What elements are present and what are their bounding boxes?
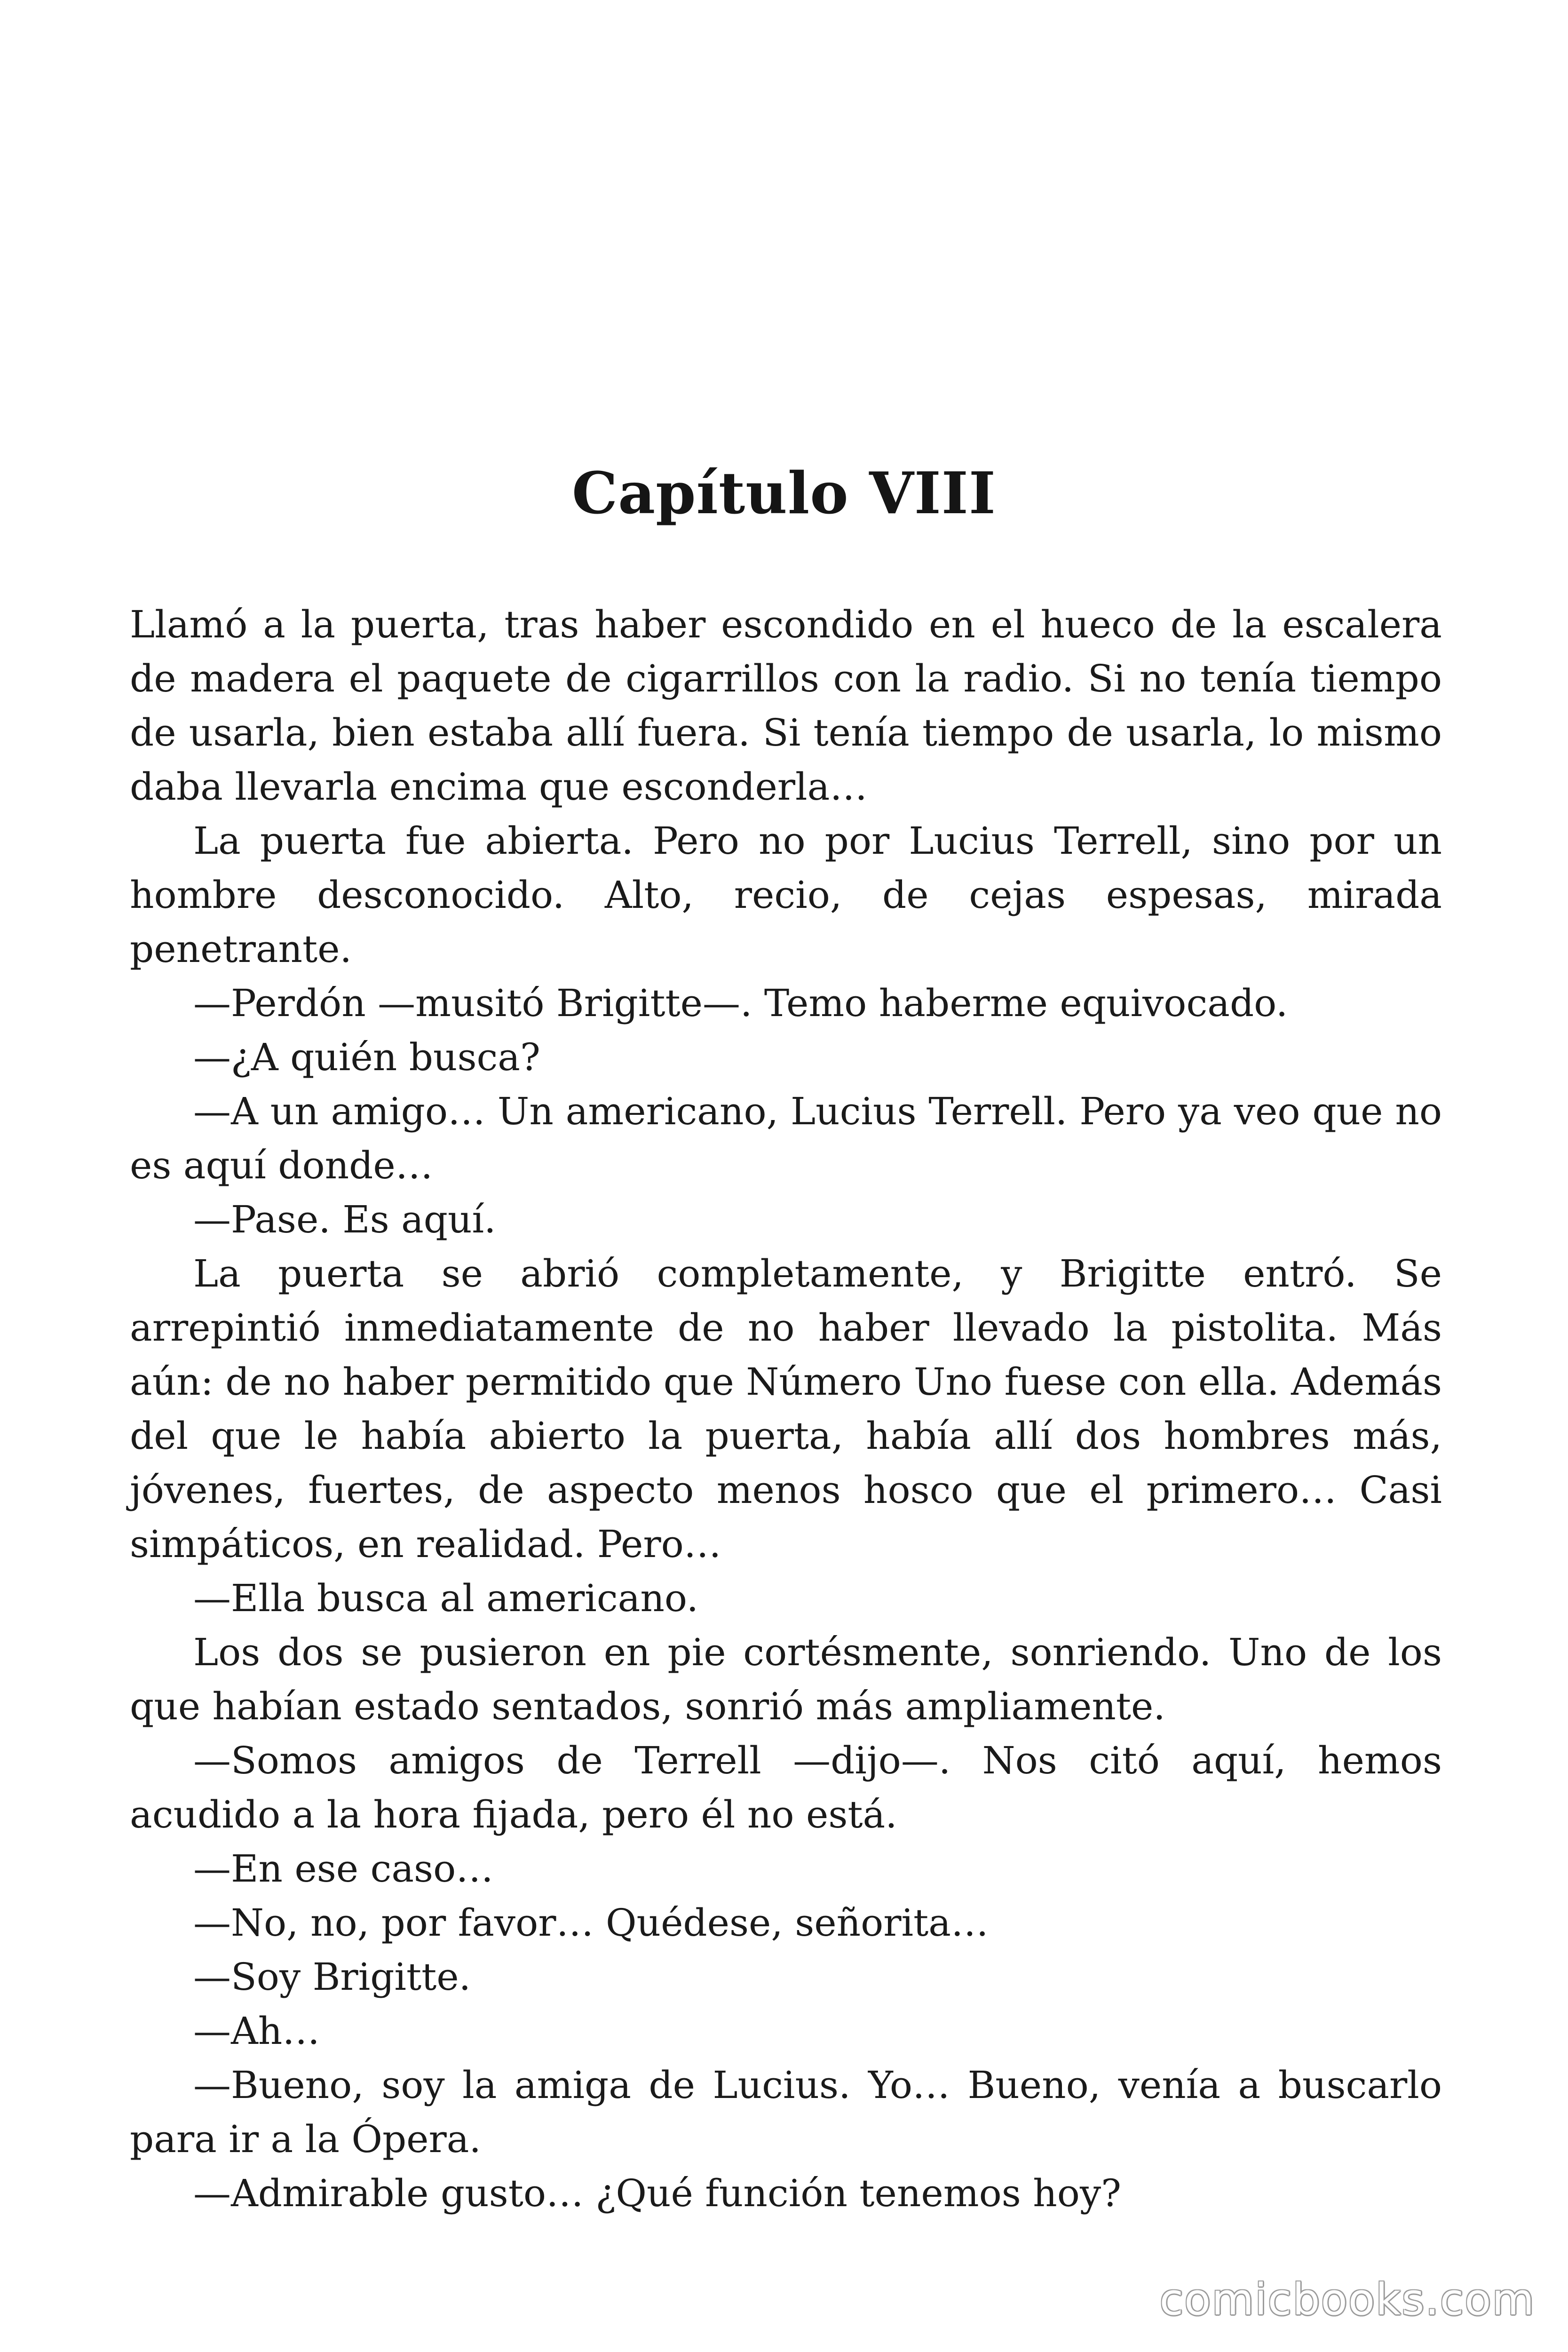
dialogue-line: —Bueno, soy la amiga de Lucius. Yo… Bueno, venía a buscarlo para ir a la Ópera. bbox=[130, 2063, 1442, 2161]
dialogue-line: —¿A quién busca? bbox=[193, 1035, 540, 1079]
dialogue-line: —Somos amigos de Terrell —dijo—. Nos citó aquí, hemos acudido a la hora fijada, pero él no está. bbox=[130, 1739, 1442, 1836]
dialogue-line: —Ella busca al americano. bbox=[193, 1576, 699, 1620]
dialogue-line: —Soy Brigitte. bbox=[193, 1955, 471, 1999]
dialogue-line: —En ese caso… bbox=[193, 1847, 494, 1891]
paragraph: Los dos se pusieron en pie cortésmente, sonriendo. Uno de los que habían estado sentados, sonrió más ampliamente. bbox=[130, 1630, 1442, 1728]
dialogue-line: —Pase. Es aquí. bbox=[193, 1198, 496, 1241]
dialogue-line: —No, no, por favor… Quédese, señorita… bbox=[193, 1901, 989, 1945]
paragraph: La puerta fue abierta. Pero no por Lucius Terrell, sino por un hombre desconocido. Alto, recio, de cejas espesas, mirada penetrante. bbox=[130, 819, 1442, 971]
dialogue-line: —A un amigo… Un americano, Lucius Terrell. Pero ya veo que no es aquí donde… bbox=[130, 1089, 1442, 1187]
dialogue-line: —Admirable gusto… ¿Qué función tenemos hoy? bbox=[193, 2171, 1122, 2215]
dialogue-line: —Ah… bbox=[193, 2009, 320, 2053]
paragraph: Llamó a la puerta, tras haber escondido en el hueco de la escalera de madera el paquete de cigarrillos con la radio. Si no tenía tiempo de usarla, bien estaba allí fuera. Si tenía tiempo de usarla, lo mismo daba llevarla encima que esconderla… bbox=[130, 603, 1442, 809]
chapter-title: Capítulo VIII bbox=[572, 459, 996, 527]
paragraph: La puerta se abrió completamente, y Brigitte entró. Se arrepintió inmediatamente de no haber llevado la pistolita. Más aún: de no haber permitido que Número Uno fuese con ella. Además del que le había abierto la puerta, había allí dos hombres más, jóvenes, fuertes, de aspecto menos hosco que el primero… Casi simpáticos, en realidad. Pero… bbox=[130, 1252, 1442, 1566]
watermark: comicbooks.com bbox=[1159, 2274, 1535, 2325]
chapter-body bbox=[130, 597, 1442, 2220]
dialogue-line: —Perdón —musitó Brigitte—. Temo haberme equivocado. bbox=[193, 981, 1288, 1025]
